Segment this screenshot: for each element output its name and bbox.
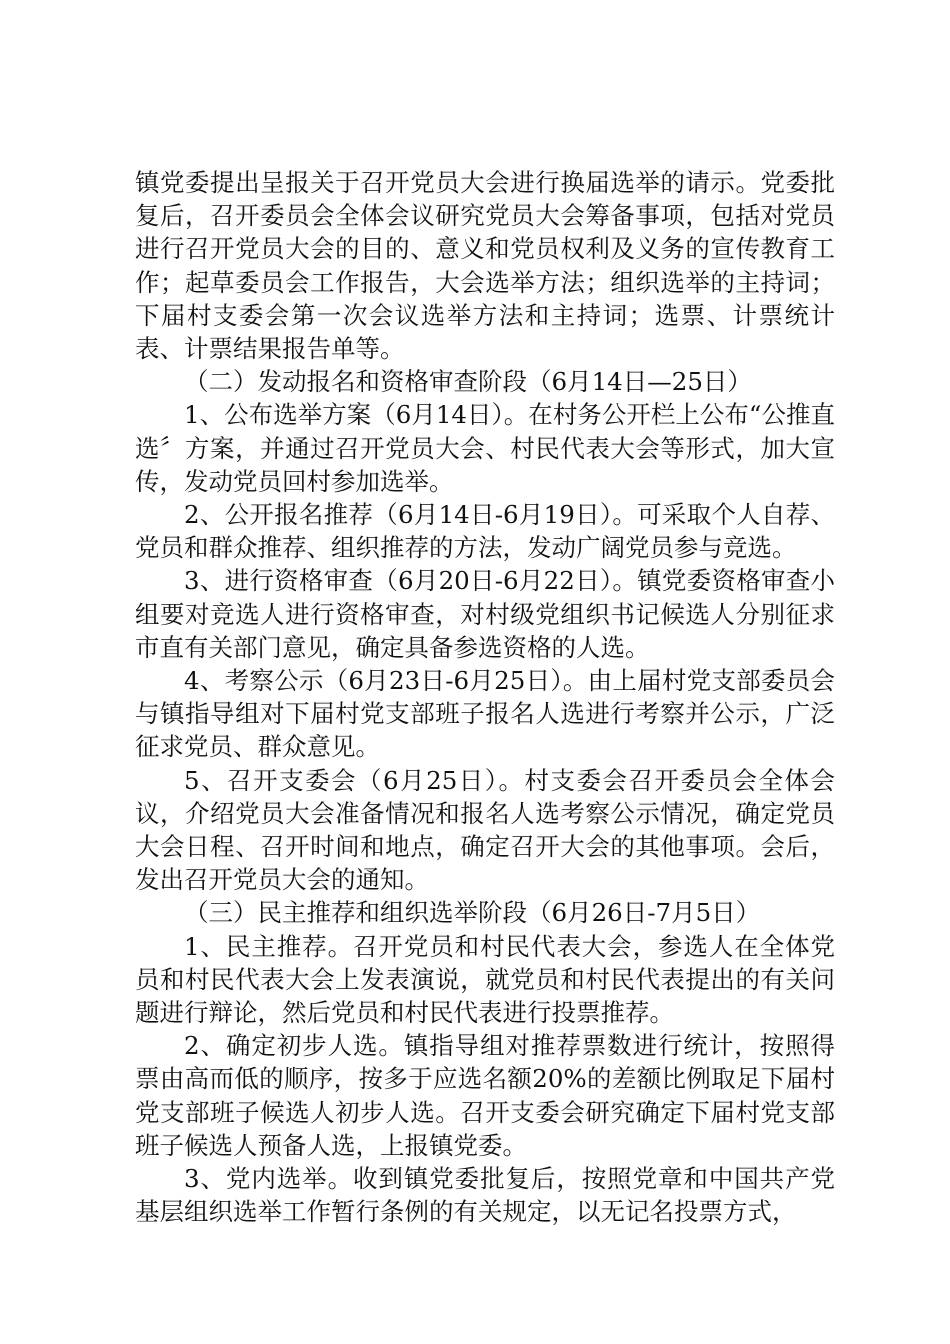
paragraph-item-1: 1、公布选举方案（6月14日）。在村务公开栏上公布“公推直选〞方案，并通过召开党员大会、村民代表大会等形式，加大宣传，发动党员回村参加选举。 (135, 400, 835, 496)
paragraph-item-1-b: 1、民主推荐。召开党员和村民代表大会，参选人在全体党员和村民代表大会上发表演说，就党员和村民代表提出的有关问题进行辩论，然后党员和村民代表进行投票推荐。 (135, 931, 835, 1028)
section-heading-3: （三）民主推荐和组织选举阶段（6月26日-7月5日） (184, 898, 761, 928)
paragraph-item-5: 5、召开支委会（6月25日）。村支委会召开委员会全体会议，介绍党员大会准备情况和报名人选考察公示情况，确定党员大会日程、召开时间和地点，确定召开大会的其他事项。会后，发出召开党员大会的通知。 (135, 765, 835, 895)
paragraph-item-4: 4、考察公示（6月23日-6月25日）。由上届村党支部委员会与镇指导组对下届村党支部班子报名人选进行考察并公示，广泛征求党员、群众意见。 (135, 666, 835, 762)
section-heading-2: （二）发动报名和资格审查阶段（6月14日—25日） (184, 367, 752, 397)
paragraph-item-2: 2、公开报名推荐（6月14日-6月19日）。可采取个人自荐、党员和群众推荐、组织推荐的方法，发动广阔党员参与竞选。 (135, 500, 835, 563)
document-body (135, 166, 835, 1229)
paragraph-preparation-tasks: 镇党委提出呈报关于召开党员大会进行换届选举的请示。党委批复后，召开委员会全体会议研究党员大会筹备事项，包括对党员进行召开党员大会的目的、意义和党员权利及义务的宣传教育工作；起草委员会工作报告，大会选举方法；组织选举的主持词；下届村支委会第一次会议选举方法和主持词；选票、计票统计表、计票结果报告单等。 (135, 168, 835, 364)
paragraph-item-3: 3、进行资格审查（6月20日-6月22日）。镇党委资格审查小组要对竞选人进行资格审查，对村级党组织书记候选人分别征求市直有关部门意见，确定具备参选资格的人选。 (135, 566, 835, 662)
paragraph-item-2-b: 2、确定初步人选。镇指导组对推荐票数进行统计，按照得票由高而低的顺序，按多于应选名额20%的差额比例取足下届村党支部班子候选人初步人选。召开支委会研究确定下届村党支部班子候选人预备人选，上报镇党委。 (135, 1031, 835, 1160)
paragraph-item-3-b: 3、党内选举。收到镇党委批复后，按照党章和中国共产党基层组织选举工作暂行条例的有关规定，以无记名投票方式， (135, 1164, 835, 1227)
